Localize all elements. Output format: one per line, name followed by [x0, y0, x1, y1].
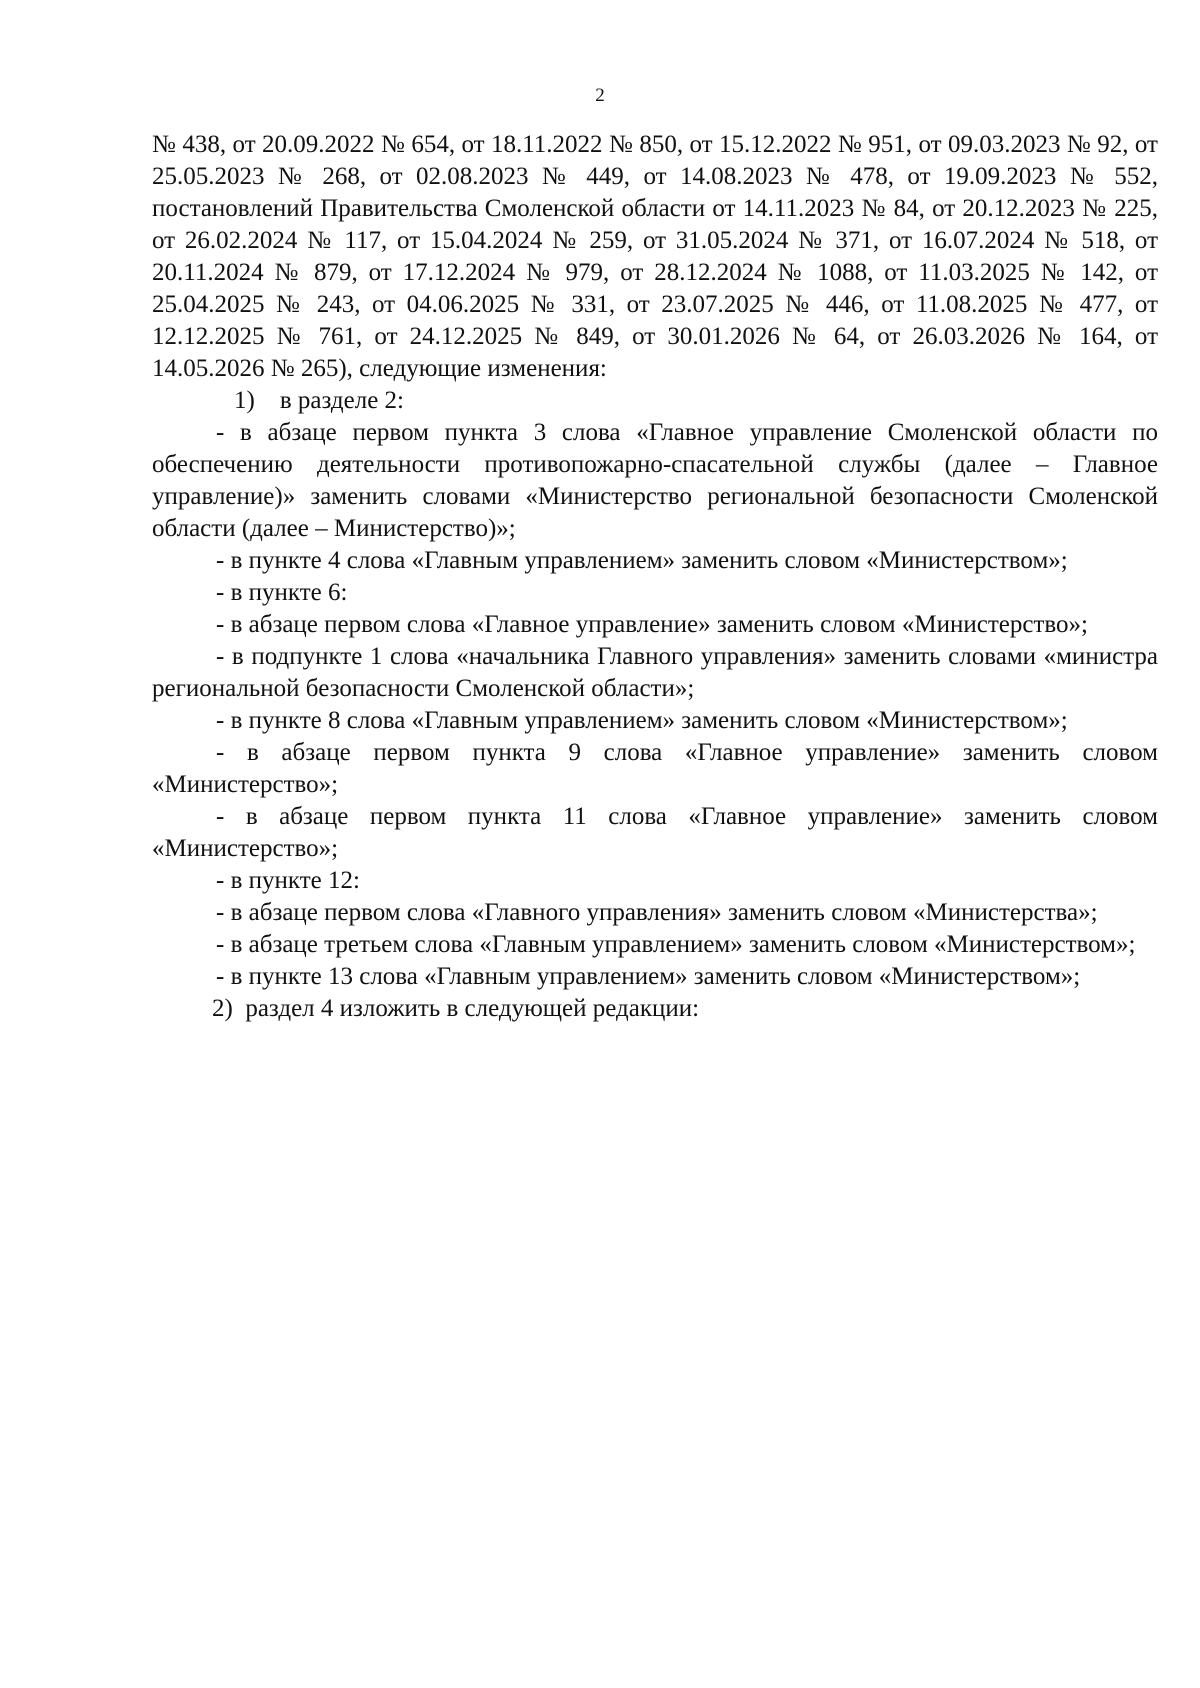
paragraph-item-13: - в пункте 13 слова «Главным управлением» заменить словом «Министерством»;	[216, 963, 1081, 990]
page-number: 2	[595, 85, 605, 106]
paragraph-item-3: - в абзаце первом пункта 3 слова «Главное управление Смоленской области по обеспечению деятельности противопожарно-спасательной службы (далее – Главное управление)» заменить словами «Министерство региональной безопасности Смоленской области (далее – Министерство)»;	[152, 419, 1158, 542]
paragraph-item-6-sub-1: - в подпункте 1 слова «начальника Главного управления» заменить словами «министра региональной безопасности Смоленской области»;	[152, 643, 1158, 702]
paragraph-item-12: - в пункте 12:	[216, 867, 360, 894]
paragraph-item-11: - в абзаце первом пункта 11 слова «Главное управление» заменить словом «Министерство»;	[152, 803, 1158, 862]
paragraph-item-4: - в пункте 4 слова «Главным управлением» заменить словом «Министерством»;	[216, 547, 1068, 574]
list-item-section-2: 1) в разделе 2:	[234, 387, 404, 414]
paragraph-item-12-first: - в абзаце первом слова «Главного управления» заменить словом «Министерства»;	[216, 899, 1098, 926]
paragraph-item-9: - в абзаце первом пункта 9 слова «Главное управление» заменить словом «Министерство»;	[152, 739, 1158, 798]
paragraph-amended-acts-list: № 438, от 20.09.2022 № 654, от 18.11.2022 № 850, от 15.12.2022 № 951, от 09.03.2023 № 92, от 25.05.2023 № 268, от 02.08.2023 № 449, от 14.08.2023 № 478, от 19.09.2023 № 552, постановлений Правительства Смоленской области от 14.11.2023 № 84, от 20.12.2023 № 225, от 26.02.2024 № 117, от 15.04.2024 № 259, от 31.05.2024 № 371, от 16.07.2024 № 518, от 20.11.2024 № 879, от 17.12.2024 № 979, от 28.12.2024 № 1088, от 11.03.2025 № 142, от 25.04.2025 № 243, от 04.06.2025 № 331, от 23.07.2025 № 446, от 11.08.2025 № 477, от 12.12.2025 № 761, от 24.12.2025 № 849, от 30.01.2026 № 64, от 26.03.2026 № 164, от 14.05.2026 № 265), следующие изменения:	[152, 131, 1158, 382]
paragraph-item-6-first: - в абзаце первом слова «Главное управление» заменить словом «Министерство»;	[216, 611, 1088, 638]
paragraph-item-6: - в пункте 6:	[216, 579, 348, 606]
paragraph-item-8: - в пункте 8 слова «Главным управлением» заменить словом «Министерством»;	[216, 707, 1068, 734]
document-body	[152, 129, 1158, 1025]
paragraph-item-12-third: - в абзаце третьем слова «Главным управлением» заменить словом «Министерством»;	[216, 931, 1136, 958]
list-item-section-4: 2) раздел 4 изложить в следующей редакции:	[212, 995, 700, 1022]
